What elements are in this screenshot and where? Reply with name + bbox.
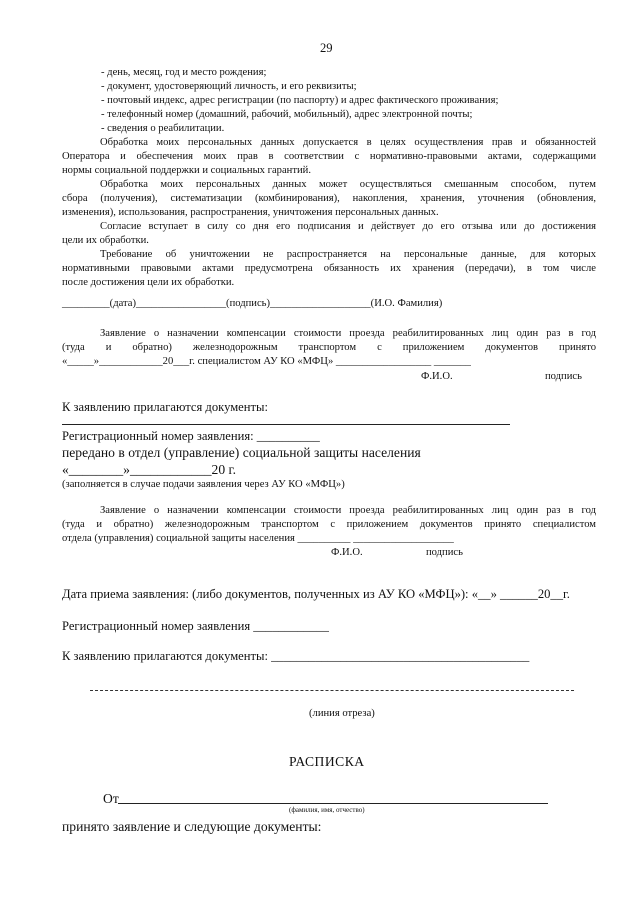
list-item: - телефонный номер (домашний, рабочий, мобильный), адрес электронной почты; <box>101 109 473 120</box>
mfc-statement-line: Заявление о назначении компенсации стоимости проезда реабилитированных лиц один раз в год <box>100 328 596 339</box>
attached-docs-label: К заявлению прилагаются документы: <box>62 400 268 414</box>
accepted-documents-label: принято заявление и следующие документы: <box>62 819 322 834</box>
page-number: 29 <box>320 41 333 55</box>
receipt-date: Дата приема заявления: (либо документов, полученных из АУ КО «МФЦ»): «__» ______20__г. <box>62 587 570 601</box>
social-statement-line: отдела (управления) социальной защиты населения __________ ___________________ <box>62 533 454 544</box>
paragraph-line: Обработка моих персональных данных допускается в целях осуществления прав и обязанностей <box>100 137 596 148</box>
transferred-date: «________»____________20 г. <box>62 462 236 477</box>
paragraph-line: нормативными правовыми актами предусмотрена обязанность их хранения (передачи), в том числе <box>62 263 596 274</box>
registration-number-2: Регистрационный номер заявления ____________ <box>62 619 329 633</box>
list-item: - документ, удостоверяющий личность, и его реквизиты; <box>101 81 357 92</box>
list-item: - сведения о реабилитации. <box>101 123 225 134</box>
mfc-sign-caption: подпись <box>545 371 582 382</box>
paragraph-line: цели их обработки. <box>62 235 149 246</box>
signature-line: _________(дата)_________________(подпись)___________________(И.О. Фамилия) <box>62 298 443 309</box>
from-caption: (фамилия, имя, отчество) <box>289 806 365 814</box>
mfc-statement-line: «_____»____________20___г. специалистом АУ КО «МФЦ» __________________ _______ <box>62 356 471 367</box>
paragraph-line: сбора (получения), систематизации (комбинирования), накопления, хранения, уточнения (обновления, <box>62 193 596 204</box>
paragraph-line: Оператора и обеспечения моих прав в соответствии с нормативно-правовыми актами, содержащими <box>62 151 596 162</box>
social-fio-caption: Ф.И.О. <box>331 547 363 558</box>
registration-number: Регистрационный номер заявления: __________ <box>62 429 320 443</box>
social-statement-line: Заявление о назначении компенсации стоимости проезда реабилитированных лиц один раз в год <box>100 505 596 516</box>
transferred-label: передано в отдел (управление) социальной защиты населения <box>62 445 421 460</box>
paragraph-line: Требование об уничтожении не распространяется на персональные данные, для которых <box>100 249 596 260</box>
paragraph-line: Согласие вступает в силу со дня его подписания и действует до его отзыва или до достижения <box>100 221 596 232</box>
from-label: От <box>103 791 119 806</box>
social-statement-line: (туда и обратно) железнодорожным транспортом с приложением документов принято специалистом <box>62 519 596 530</box>
paragraph-line: нормы социальной поддержки и социальных гарантий. <box>62 165 311 176</box>
social-sign-caption: подпись <box>426 547 463 558</box>
paragraph-line: изменения), использования, распространения, уничтожения персональных данных. <box>62 207 439 218</box>
paragraph-line: Обработка моих персональных данных может осуществляться смешанным способом, путем <box>100 179 596 190</box>
mfc-fio-caption: Ф.И.О. <box>421 371 453 382</box>
receipt-title: РАСПИСКА <box>289 754 365 769</box>
from-line <box>118 803 548 804</box>
cut-dashed-line <box>90 690 574 691</box>
list-item: - почтовый индекс, адрес регистрации (по паспорту) и адрес фактического проживания; <box>101 95 499 106</box>
attached-docs-2: К заявлению прилагаются документы: _________________________________________ <box>62 649 530 663</box>
list-item: - день, месяц, год и место рождения; <box>101 67 267 78</box>
mfc-statement-line: (туда и обратно) железнодорожным транспортом с приложением документов принято <box>62 342 596 353</box>
attached-docs-line <box>62 424 510 425</box>
paragraph-line: после достижения цели их обработки. <box>62 277 235 288</box>
cut-line-caption: (линия отреза) <box>309 708 375 719</box>
mfc-note: (заполняется в случае подачи заявления через АУ КО «МФЦ») <box>62 479 345 490</box>
